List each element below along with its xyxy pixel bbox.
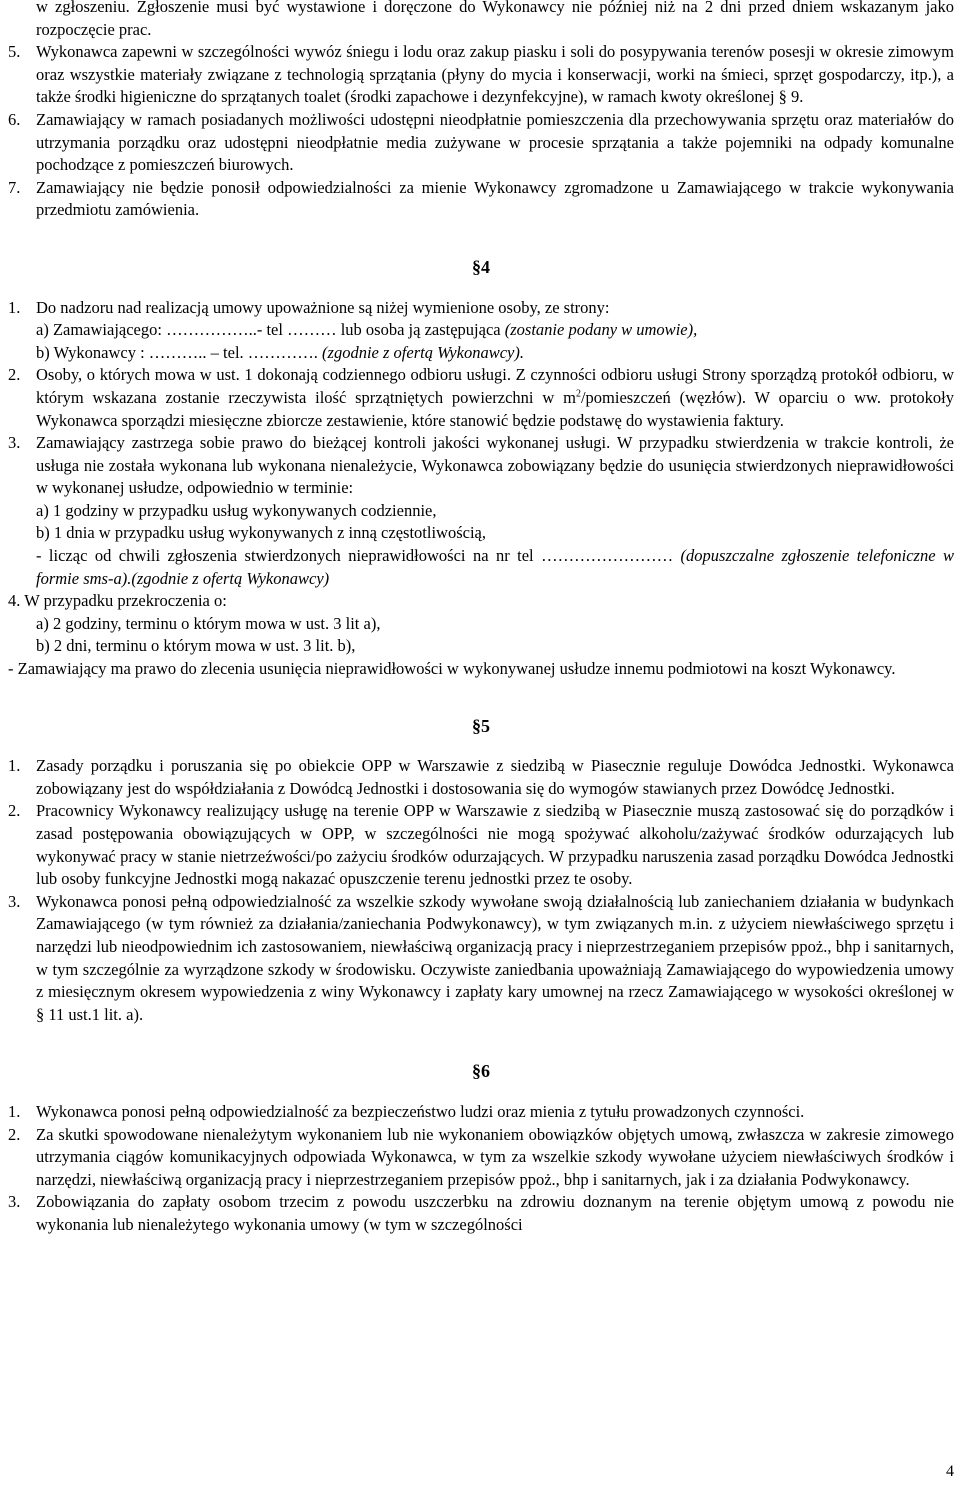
list-item-5 [8,41,954,109]
item-number: 1. [8,297,21,317]
s4-item-2 [8,364,954,432]
item-text-b: /pomieszczeń (węzłów). W oparciu o ww. protokoły Wykonawca sporządzi miesięczne zbiorcze zestawienie, które stanowić będzie podstawę do wystawienia faktury. [36,387,954,430]
s6-item-2 [8,1124,954,1192]
s4-item-1a [8,319,954,342]
item-text: Zobowiązania do zapłaty osobom trzecim z powodu uszczerbku na zdrowiu doznanym na terenie objętym umową z powodu nie wykonania lub nienależytego wykonania umowy (w tym w szczególności [36,1192,954,1234]
s6-item-1 [8,1101,954,1124]
item-text: Za skutki spowodowane nienależytym wykonaniem lub nie wykonaniem obowiązków objętych umową, zwłaszcza w zakresie zimowego utrzymania ciągów komunikacyjnych odpowiada Wykonawca, w tym za wszelkie szkody wywołane użyciem niewłaściwych środków i narzędzi, niewłaściwą organizacją pracy i nieprzestrzeganiem przepisów ppoż., bhp i sanitarnych, jak i za działania Podwykonawcy. [36,1124,954,1189]
s4-item-4c: - Zamawiający ma prawo do zlecenia usunięcia nieprawidłowości w wykonywanej usłudze innemu podmiotowi na koszt Wykonawcy. [8,659,896,679]
item-text: b) Wykonawcy : ……….. – tel. …………. [36,342,323,362]
item-text: Zamawiający nie będzie ponosił odpowiedzialności za mienie Wykonawcy zgromadzone u Zamawiającego w trakcie wykonywania przedmiotu zamówienia. [36,177,954,220]
item-note: (zgodnie z ofertą Wykonawcy). [322,342,524,362]
item-text: Zamawiający w ramach posiadanych możliwości udostępni nieodpłatnie pomieszczenia dla przechowywania sprzętu oraz materiałów do utrzymania porządku oraz udostępni nieodpłatnie media zużywane w procesie sprzątania a także pojemniki na odpady komunalne pochodzące z pomieszczeń biurowych. [36,109,954,175]
continuation-paragraph: w zgłoszeniu. Zgłoszenie musi być wystawione i doręczone do Wykonawcy nie później niż na 2 dni przed dniem wskazanym jako rozpoczęcie prac. [36,0,954,39]
item-number: 2. [8,801,21,821]
item-text: Do nadzoru nad realizacją umowy upoważnione są niżej wymienione osoby, ze strony: [36,297,610,317]
item-text: Wykonawca ponosi pełną odpowiedzialność za bezpieczeństwo ludzi oraz mienia z tytułu prowadzonych czynności. [36,1101,805,1121]
item-text: - licząc od chwili zgłoszenia stwierdzonych nieprawidłowości na nr tel …………………… [36,546,681,566]
s4-item-1b [8,342,954,365]
s5-item-3 [8,891,954,1027]
list-item-7 [8,177,954,222]
s5-item-2 [8,800,954,890]
item-number: 7. [8,177,21,197]
item-number: 3. [8,891,21,911]
s4-item-4: 4. W przypadku przekroczenia o: [8,591,227,611]
item-note: (dopuszczalne zgłoszenie telefoniczne w formie sms-a).(zgodnie z ofertą Wykonawcy) [36,546,954,588]
item-number: 2. [8,365,21,385]
page-number: 4 [946,1463,954,1480]
item-text: Zasady porządku i poruszania się po obiekcie OPP w Warszawie z siedzibą w Piasecznie reguluje Dowódca Jednostki. Wykonawca zobowiązany jest do współdziałania z Dowódcą Jednostki i dostosowania się do wymogów stawianych przez Dowódcę Jednostki. [36,756,954,798]
item-text: a) Zamawiającego: ……………..- tel ……… lub osoba ją zastępująca [36,320,505,340]
item-note: (zostanie podany w umowie), [504,320,698,340]
item-number: 2. [8,1124,21,1144]
document-page [8,0,954,1237]
s5-item-1 [8,755,954,800]
item-text [36,364,954,432]
item-text: Wykonawca zapewni w szczególności wywóz śniegu i lodu oraz zakup piasku i soli do posypywania terenów posesji w okresie zimowym oraz wszystkie materiały związane z technologią sprzątania (płyny do mycia i konserwacji, worki na śmieci, sprzęt gospodarczy, itp.), a także środki higieniczne do sprzątanych toalet (środki zapachowe i dezynfekcyjne), w ramach kwoty określonej § 9. [36,42,954,107]
section-title-5: §5 [472,715,490,736]
item-text: Wykonawca ponosi pełną odpowiedzialność za wszelkie szkody wywołane swoją działalnością lub zaniechaniem działania w budynkach Zamawiającego (w tym również za działania/zaniechania Podwykonawcy), w tym związanych m.in. z użyciem niewłaściwego sprzętu i narzędzi lub nieodpowiednim ich zastosowaniem, niewłaściwą organizacją pracy i nieprzestrzeganiem przepisów ppoż., bhp i sanitarnych, w tym szczególnie za wyrządzone szkody w środowisku. Oczywiste zaniedbania upoważniają Zamawiającego do wypowiedzenia umowy z miesięcznym okresem wypowiedzenia z winy Wykonawcy i zapłaty kary umownej na rzecz Zamawiającego w wysokości określonej w § 11 ust.1 lit. a). [36,891,954,1024]
item-number: 1. [8,756,21,776]
s4-item-3b: b) 1 dnia w przypadku usług wykonywanych z inną częstotliwością, [36,523,486,543]
s4-item-3a: a) 1 godziny w przypadku usług wykonywanych codziennie, [36,500,437,520]
s4-item-4a: a) 2 godziny, terminu o którym mowa w ust. 3 lit a), [36,613,381,633]
item-number: 3. [8,433,21,453]
item-number: 1. [8,1101,21,1121]
section-title-6: §6 [472,1061,490,1082]
s4-item-4b: b) 2 dni, terminu o którym mowa w ust. 3 lit. b), [36,636,356,656]
item-text: Zamawiający zastrzega sobie prawo do bieżącej kontroli jakości wykonanej usługi. W przypadku stwierdzenia w trakcie kontroli, że usługa nie została wykonana lub wykonana nienależycie, Wykonawca zobowiązany będzie do usunięcia stwierdzonych nieprawidłowości w wykonanej usłudze, odpowiednio w terminie: [36,433,954,498]
s4-item-3c [8,545,954,590]
item-text: Pracownicy Wykonawcy realizujący usługę na terenie OPP w Warszawie z siedzibą w Piasecznie muszą zastosować się do porządków i zasad postępowania obowiązujących w OPP, w szczególności nie mogą spożywać alkoholu/zażywać środków odurzających lub wykonywać pracy w stanie nietrzeźwości/po zażyciu środków odurzających. W przypadku naruszenia zasad porządku Dowódca Jednostki lub osoby funkcyjne Jednostki mogą nakazać opuszczenie terenu jednostki przez te osoby. [36,801,954,889]
item-number: 3. [8,1192,21,1212]
item-number: 5. [8,42,21,62]
superscript: 2 [575,388,581,400]
item-number: 6. [8,109,21,129]
s4-item-1 [8,297,954,320]
section-title-4: §4 [472,256,490,277]
s4-item-3 [8,432,954,500]
list-item-6 [8,109,954,177]
item-text-a: Osoby, o których mowa w ust. 1 dokonają codziennego odbioru usługi. Z czynności odbioru usługi Strony sporządzą protokół odbioru, w którym wskazana zostanie rzeczywista ilość sprzątniętych powierzchni w m [36,365,954,407]
s6-item-3 [8,1191,954,1236]
